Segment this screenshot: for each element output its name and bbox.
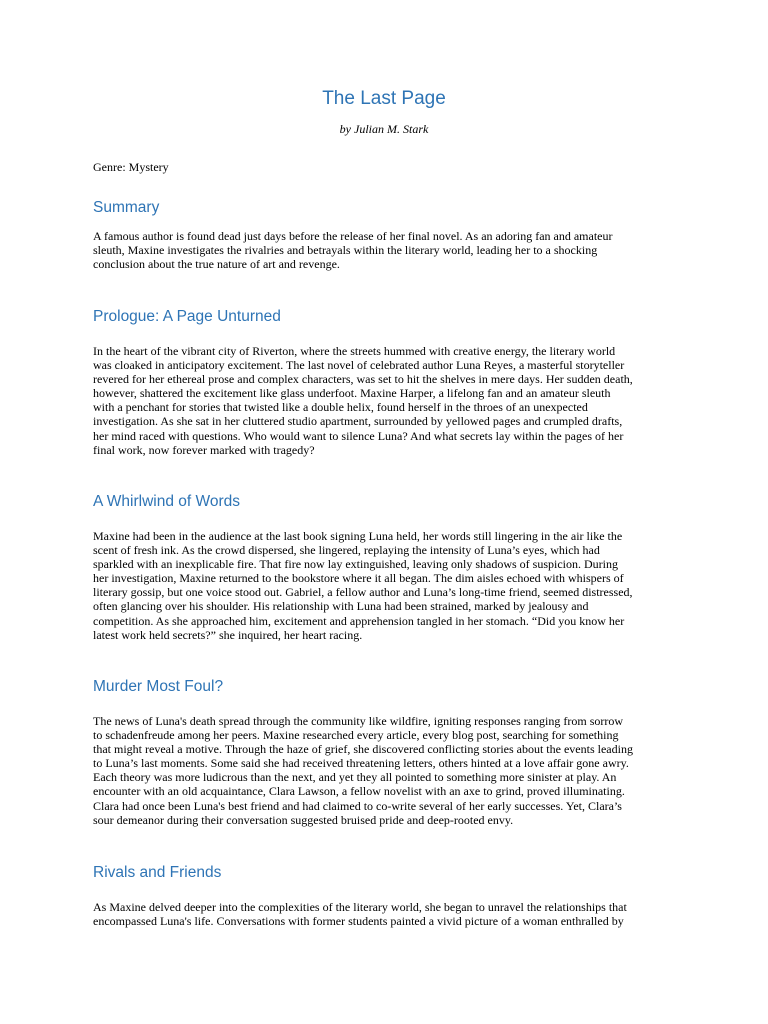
section-paragraph-murder bbox=[93, 714, 675, 827]
document-title: The Last Page bbox=[322, 88, 446, 109]
paragraph-line: was cloaked in anticipatory excitement. The last novel of celebrated author Luna Reyes, a masterful storyteller bbox=[93, 358, 625, 373]
section-heading-prologue: Prologue: A Page Unturned bbox=[93, 308, 281, 325]
paragraph-line: competition. As she approached him, excitement and apprehension tangled in her stomach. “Did you know her bbox=[93, 613, 625, 628]
paragraph-line: literary gossip, but one voice stood out. Gabriel, a fellow author and Luna’s long-time friend, seemed distressed, bbox=[93, 585, 633, 600]
paragraph-line: final work, now forever marked with tragedy? bbox=[93, 442, 315, 457]
section-heading-murder: Murder Most Foul? bbox=[93, 678, 224, 695]
paragraph-line: to schadenfreude among her peers. Maxine researched every article, every blog post, searching for something bbox=[93, 728, 619, 743]
paragraph-line: A famous author is found dead just days before the release of her final novel. As an adoring fan and amateur bbox=[93, 229, 613, 243]
paragraph-line: Each theory was more ludicrous than the next, and yet they all pointed to something more sinister at play. An bbox=[93, 770, 617, 785]
paragraph-line: encompassed Luna's life. Conversations with former students painted a vivid picture of a woman enthralled by bbox=[93, 914, 624, 929]
paragraph-line: to Luna’s last moments. Some said she had received threatening letters, others hinted at a love affair gone awry. bbox=[93, 756, 629, 771]
paragraph-line: In the heart of the vibrant city of Riverton, where the streets hummed with creative energy, the literary world bbox=[93, 344, 616, 358]
paragraph-line: revered for her ethereal prose and complex characters, was set to hit the shelves in mere days. Her sudden death, bbox=[93, 372, 633, 387]
section-heading-whirlwind: A Whirlwind of Words bbox=[93, 493, 241, 510]
document-genre: Genre: Mystery bbox=[93, 160, 169, 174]
paragraph-line: sparkled with an inexplicable fire. That fire now lay extinguished, leaving only shadows of suspicion. During bbox=[93, 557, 618, 572]
paragraph-line: sleuth, Maxine investigates the rivalries and betrayals within the literary world, leading her to a shocking bbox=[93, 243, 598, 258]
section-paragraph-summary bbox=[93, 229, 675, 271]
document-page bbox=[93, 0, 675, 1024]
section-paragraph-rivals bbox=[93, 900, 675, 928]
paragraph-line: encounter with an old acquaintance, Clara Lawson, a fellow novelist with an axe to grind, proved illuminating. bbox=[93, 784, 625, 799]
paragraph-line: Clara had once been Luna's best friend and had claimed to co-write several of her early successes. Yet, Clara’s bbox=[93, 798, 622, 813]
document-author: by Julian M. Stark bbox=[339, 122, 429, 136]
paragraph-line: that might reveal a motive. Through the haze of grief, she discovered conflicting stories about the events leading bbox=[93, 742, 633, 757]
paragraph-line: The news of Luna's death spread through the community like wildfire, igniting responses ranging from sorrow bbox=[93, 714, 624, 728]
paragraph-line: her investigation, Maxine returned to the bookstore where it all began. The dim aisles echoed with whispers of bbox=[93, 571, 624, 586]
paragraph-line: Maxine had been in the audience at the last book signing Luna held, her words still lingering in the air like the bbox=[93, 529, 623, 543]
section-heading-summary: Summary bbox=[93, 199, 160, 216]
section-paragraph-whirlwind bbox=[93, 529, 675, 642]
paragraph-line: scent of fresh ink. As the crowd dispersed, she lingered, replaying the intensity of Luna’s eyes, which had bbox=[93, 543, 600, 558]
paragraph-line: sour demeanor during their conversation suggested bruised pride and deep-rooted envy. bbox=[93, 812, 514, 827]
section-paragraph-prologue bbox=[93, 344, 675, 457]
paragraph-line: with a penchant for stories that twisted like a double helix, found herself in the throes of an unexpected bbox=[93, 400, 588, 415]
paragraph-line: however, shattered the excitement like glass underfoot. Maxine Harper, a lifelong fan and an amateur sleuth bbox=[93, 386, 611, 401]
paragraph-line: conclusion about the true nature of art and revenge. bbox=[93, 257, 340, 272]
paragraph-line: often glancing over his shoulder. His relationship with Luna had been strained, marked by jealousy and bbox=[93, 599, 589, 614]
section-heading-rivals: Rivals and Friends bbox=[93, 864, 222, 881]
paragraph-line: As Maxine delved deeper into the complexities of the literary world, she began to unravel the relationships that bbox=[93, 900, 627, 914]
paragraph-line: investigation. As she sat in her cluttered studio apartment, surrounded by yellowed pages and crumpled drafts, bbox=[93, 414, 623, 429]
paragraph-line: her mind raced with questions. Who would want to silence Luna? And what secrets lay within the pages of her bbox=[93, 428, 624, 443]
paragraph-line: latest work held secrets?” she inquired, her heart racing. bbox=[93, 627, 363, 642]
